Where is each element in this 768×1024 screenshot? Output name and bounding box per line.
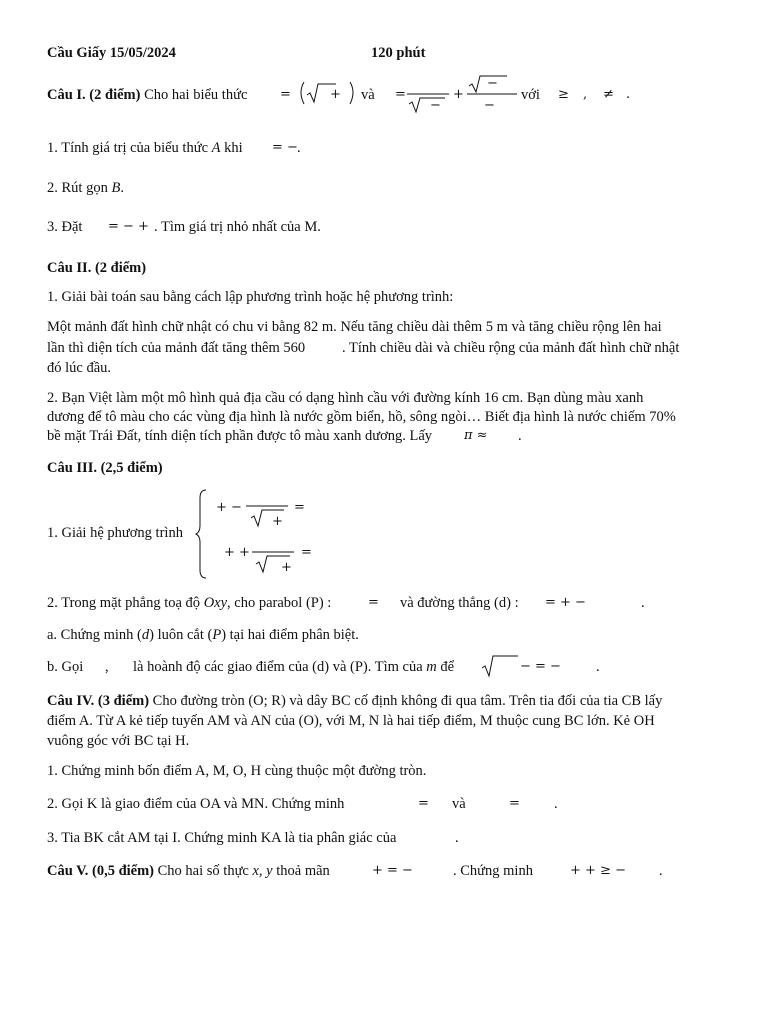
q5-m1: + = − xyxy=(372,863,413,878)
q3-b-sqrt xyxy=(480,654,520,678)
q4-l2: điểm A. Từ A kẻ tiếp tuyến AM và AN của (O), với M, N là hai tiếp điểm, M thuộc cung BC lớn. Kẻ OH xyxy=(47,713,655,729)
q1-b-eq: = xyxy=(395,87,406,102)
q2-p2c: đó lúc đầu. xyxy=(47,360,112,376)
q1-b-fractions xyxy=(405,76,525,116)
q4-i3: 3. Tia BK cắt AM tại I. Chứng minh KA là tia phân giác của xyxy=(47,830,397,846)
q3-b-end: . xyxy=(596,659,600,675)
q1-item3-math: = − + xyxy=(108,219,149,234)
q1-item2 xyxy=(47,179,124,198)
q4-i2-and: và xyxy=(452,796,466,812)
q3-item2-oxy: Oxy xyxy=(203,595,228,611)
q3-sys1-left: + − xyxy=(216,500,242,515)
q1-b-minus2: − xyxy=(487,76,498,91)
q1-item1-end: . xyxy=(297,140,301,156)
q3-a-t1: a. Chứng minh ( xyxy=(47,627,142,643)
q5-title: Câu V. (0,5 điểm) xyxy=(47,863,155,879)
q3-a-p: P xyxy=(212,627,222,643)
q3-a-d: d xyxy=(141,627,150,643)
q1-intro: Cho hai biểu thức xyxy=(144,87,248,103)
q3-item2-eq: = xyxy=(368,595,379,610)
q2-p3c: bề mặt Trái Đất, tính diện tích phần được tô màu xanh dương. Lấy xyxy=(47,428,433,444)
q4-title: Câu IV. (3 điểm) xyxy=(47,693,150,709)
q5-m2: + + ≥ − xyxy=(570,863,626,878)
q3-b-m: m xyxy=(426,659,437,675)
q1-item3-rest: . Tìm giá trị nhỏ nhất của M. xyxy=(154,219,321,235)
q1-line xyxy=(47,86,247,105)
q1-with: với xyxy=(521,87,540,103)
q3-sys2-den: + xyxy=(281,560,292,575)
q1-item1-math: = − xyxy=(272,140,298,155)
q1-a-paren-sqrt xyxy=(298,80,358,108)
q1-and: và xyxy=(361,87,375,103)
q3-item2-and: và đường thẳng (d) : xyxy=(400,595,519,611)
q3-sys2-right: = xyxy=(301,545,312,560)
q5-vars: x, y xyxy=(252,863,273,879)
q2-pi: π ≈ xyxy=(464,428,488,443)
q2-p3end: . xyxy=(518,428,522,444)
q3-b-t2: là hoành độ các giao điểm của (d) và (P). Tìm của xyxy=(133,659,423,675)
q3-sys1-den: + xyxy=(272,514,283,529)
q2-p2b2: . Tính chiều dài và chiều rộng của mảnh đất hình chữ nhật xyxy=(342,340,680,356)
q4-i2-eq: = xyxy=(418,796,429,811)
q3-sys2-left: + + xyxy=(224,545,250,560)
q3-item2-mid: , cho parabol (P) : xyxy=(227,595,332,611)
q2-p3a: 2. Bạn Việt làm một mô hình quả địa cầu có dạng hình cầu với đường kính 16 cm. Bạn dùng màu xanh xyxy=(47,390,644,406)
q2-p1: 1. Giải bài toán sau bằng cách lập phương trình hoặc hệ phương trình: xyxy=(47,289,454,305)
q3-title: Câu III. (2,5 điểm) xyxy=(47,460,163,476)
q1-item1-text: 1. Tính giá trị của biểu thức xyxy=(47,140,209,156)
q2-p2a: Một mảnh đất hình chữ nhật có chu vi bằng 82 m. Nếu tăng chiều dài thêm 5 m và tăng chiều rộng lên hai xyxy=(47,319,662,335)
q3-item2-text: 2. Trong mặt phẳng toạ độ xyxy=(47,595,201,611)
q3-a xyxy=(47,626,359,645)
q4-l3: vuông góc với BC tại H. xyxy=(47,733,190,749)
q5-t1: Cho hai số thực xyxy=(157,863,249,879)
q3-sys1-right: = xyxy=(294,500,305,515)
q3-item2-end: . xyxy=(641,595,645,611)
q1-dot: . xyxy=(626,87,631,102)
q4-l1-text: Cho đường tròn (O; R) và dây BC cố định không đi qua tâm. Trên tia đối của tia CB lấy xyxy=(152,693,663,709)
q1-b-plus: + xyxy=(453,87,464,102)
q3-b-label: b. Gọi xyxy=(47,659,84,675)
q2-title: Câu II. (2 điểm) xyxy=(47,260,147,276)
header-date: Cầu Giấy 15/05/2024 xyxy=(47,45,176,61)
q1-title: Câu I. (2 điểm) xyxy=(47,87,141,103)
q4-i3-end: . xyxy=(455,830,459,846)
q3-a-t3: ) tại hai điểm phân biệt. xyxy=(221,627,359,643)
q1-item2-end: . xyxy=(120,180,124,196)
q1-b-minus3: − xyxy=(484,98,495,113)
q3-item2 xyxy=(47,594,331,613)
q4-i2: 2. Gọi K là giao điểm của OA và MN. Chứng minh xyxy=(47,796,345,812)
q5-t2: thoả mãn xyxy=(276,863,330,879)
header-duration: 120 phút xyxy=(371,45,426,61)
q2-p2b1: lần thì diện tích của mảnh đất tăng thêm 560 xyxy=(47,340,306,356)
q1-item1-when: khi xyxy=(224,140,243,156)
q1-item2-text: 2. Rút gọn xyxy=(47,180,108,196)
q3-b-t3: để xyxy=(440,659,455,675)
q3-item1: 1. Giải hệ phương trình xyxy=(47,525,183,541)
q4-l1 xyxy=(47,692,662,711)
q1-cond1: ≥ xyxy=(558,87,569,102)
q4-i2-eq2: = xyxy=(509,796,520,811)
q2-p3b: dương để tô màu cho các vùng địa hình là nước gồm biển, hồ, sông ngòi… Biết địa hình là nước chiếm 70% xyxy=(47,409,676,425)
q1-item1 xyxy=(47,139,243,158)
q3-item2-eq2: = + − xyxy=(545,595,586,610)
q1-item3-label: 3. Đặt xyxy=(47,219,83,235)
q1-item1-var: A xyxy=(211,140,221,156)
q5-line xyxy=(47,862,330,881)
q3-b-math: − = − xyxy=(520,659,561,674)
q5-end: . xyxy=(659,863,663,879)
q3-a-t2: ) luôn cắt ( xyxy=(149,627,213,643)
q1-b-minus1: − xyxy=(430,98,441,113)
q4-i2-end: . xyxy=(554,796,558,812)
q3-b-comma: , xyxy=(105,659,109,675)
q1-item2-var: B xyxy=(111,180,121,196)
q1-a-eq: = xyxy=(280,87,291,102)
q4-i1: 1. Chứng minh bốn điểm A, M, O, H cùng thuộc một đường tròn. xyxy=(47,763,427,779)
q3-b-text2 xyxy=(133,658,454,677)
q1-comma: , xyxy=(583,87,588,102)
q1-a-plus: + xyxy=(330,87,341,102)
q1-cond2: ≠ xyxy=(603,87,614,102)
q5-t3: . Chứng minh xyxy=(453,863,533,879)
